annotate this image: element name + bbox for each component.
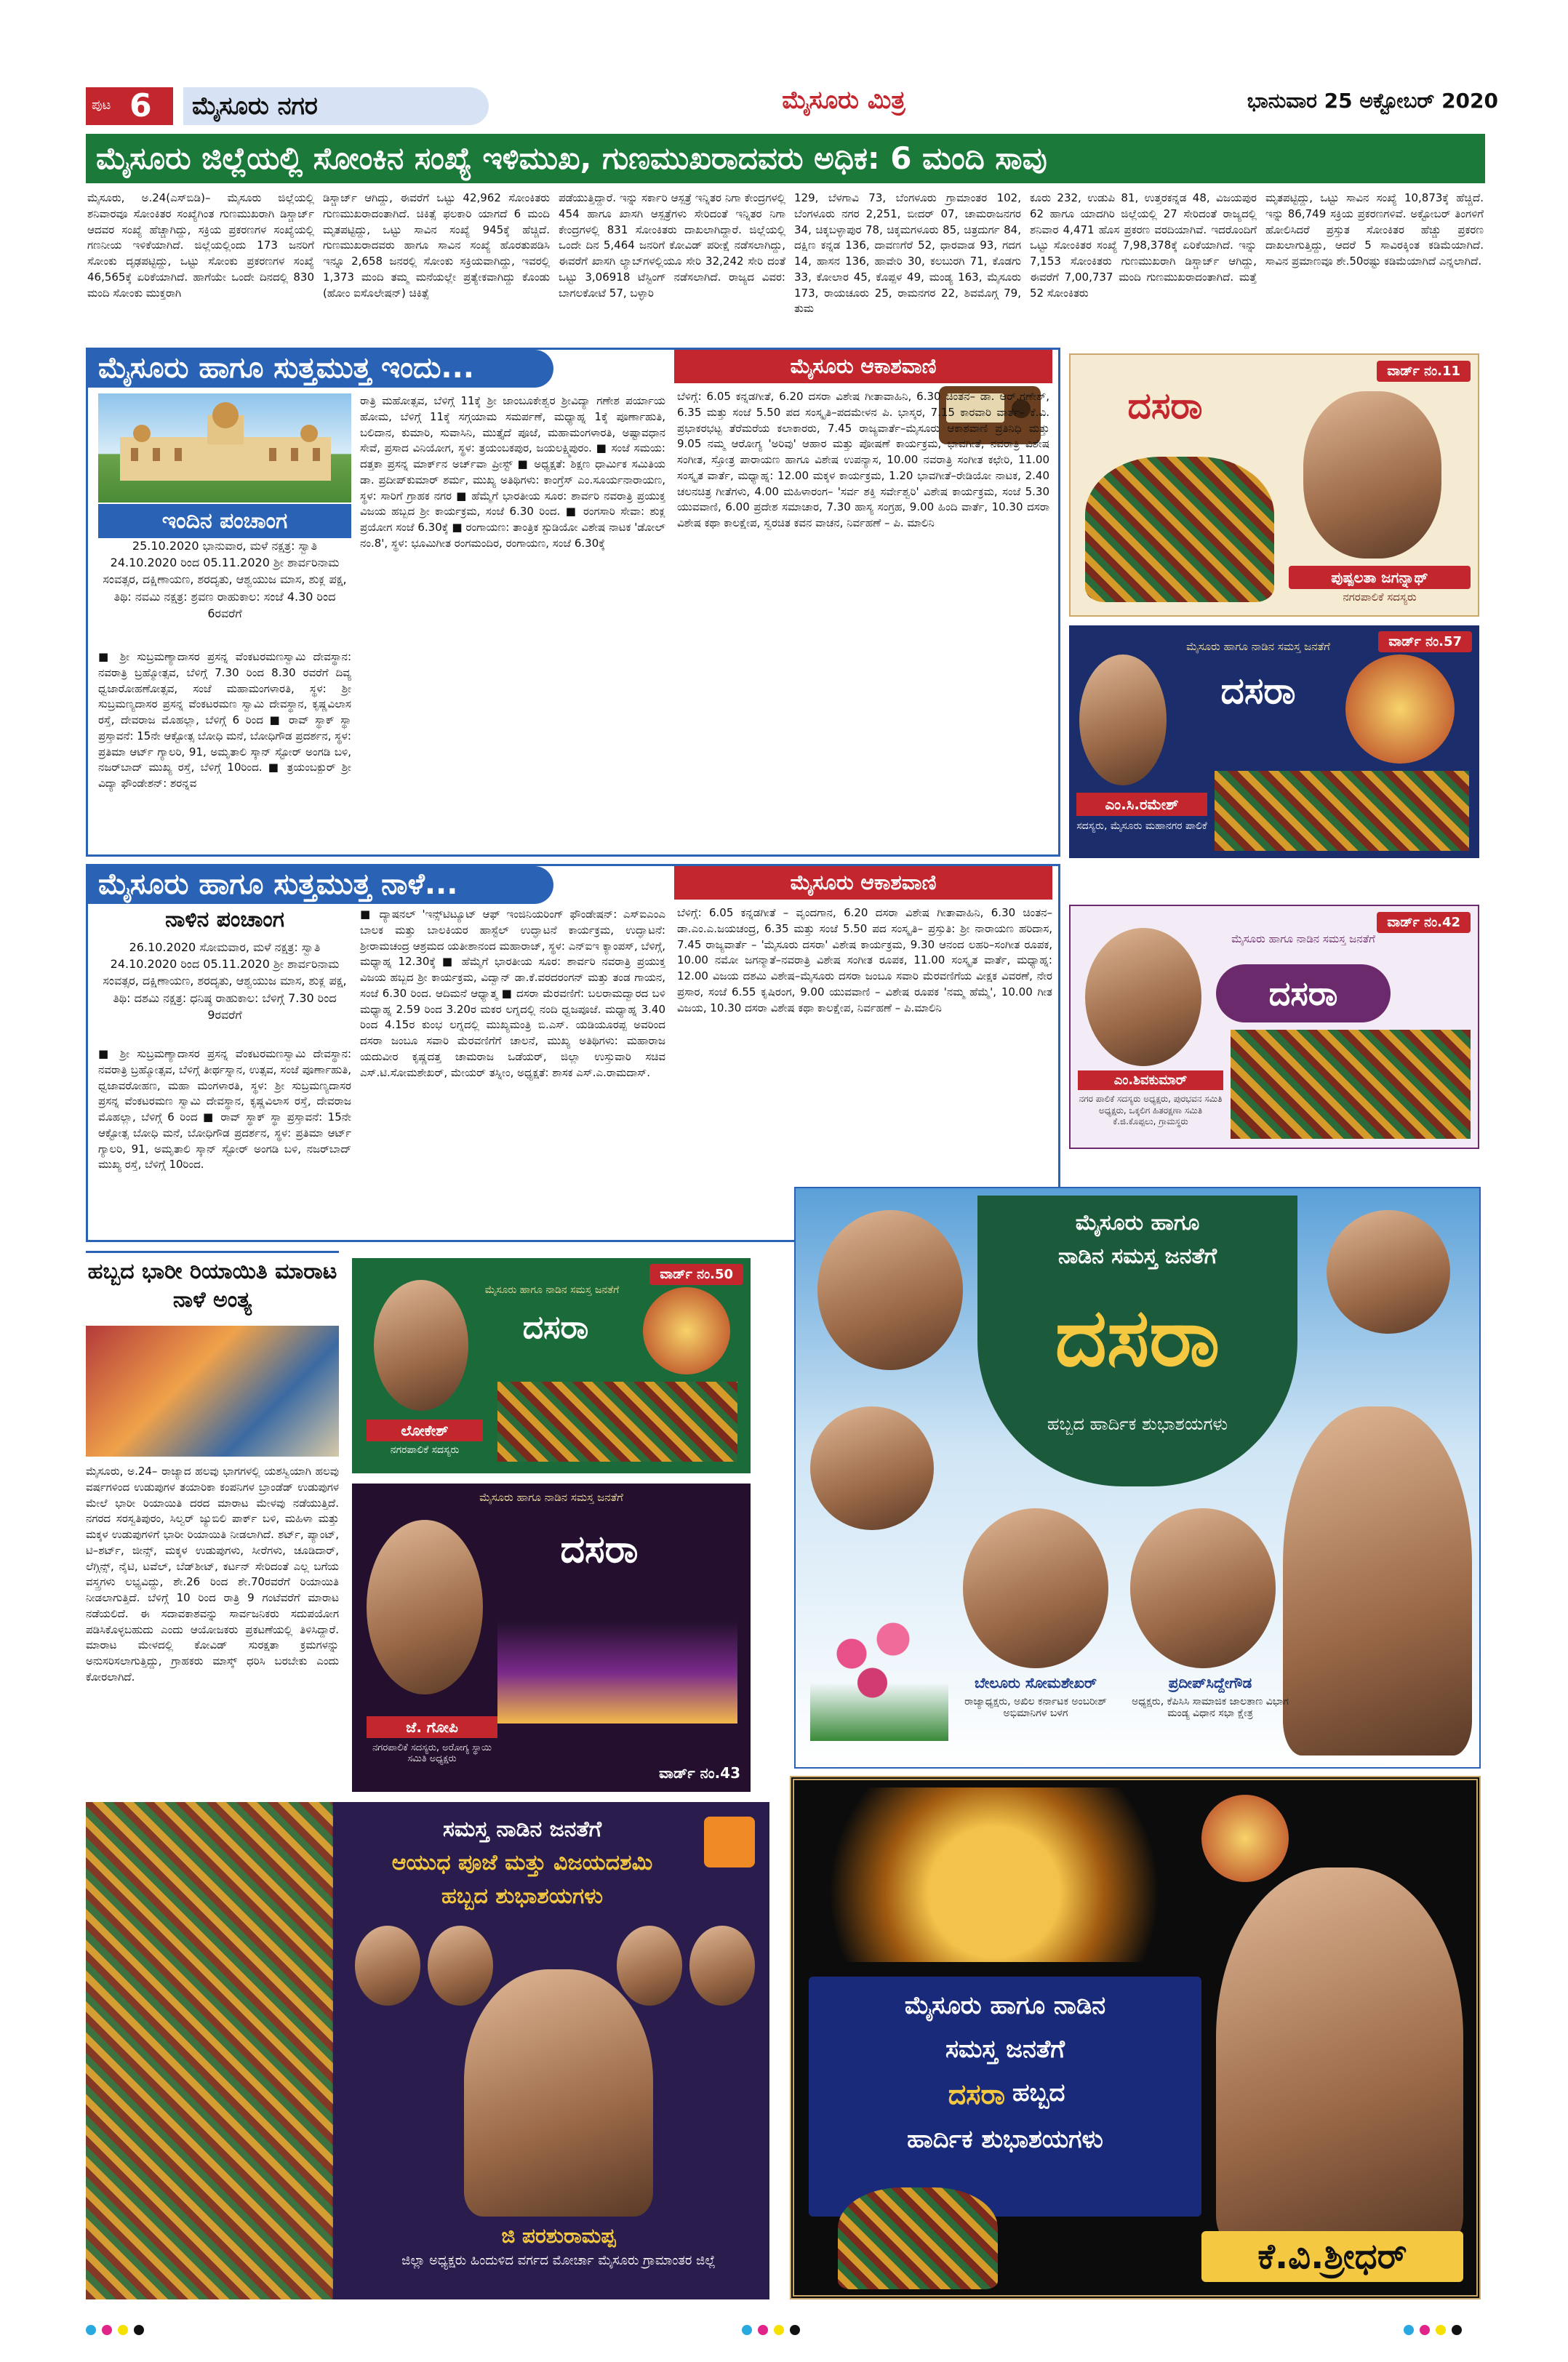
sale-story	[86, 1251, 339, 1803]
bjp-lotus-icon	[704, 1817, 755, 1867]
registration-dots-center	[742, 2324, 806, 2338]
ward-11-dasara-logo: ದಸರಾ	[1127, 384, 1203, 427]
big-ad-photo-2	[1130, 1508, 1276, 1668]
page-header	[80, 79, 1498, 131]
ward-43-label: ವಾರ್ಡ್ ನಂ.43	[659, 1764, 740, 1782]
big-ad-name-1: ಬೇಲೂರು ಸೋಮಶೇಖರ್	[975, 1674, 1097, 1692]
ward-50-label: ವಾರ್ಡ್ ನಂ.50	[649, 1264, 743, 1285]
ward-11-name: ಪುಷ್ಪಲತಾ ಜಗನ್ನಾಥ್	[1289, 566, 1471, 589]
ward-42-role: ನಗರ ಪಾಲಿಕೆ ಸದಸ್ಯರು ಅಧ್ಯಕ್ಷರು, ಪುರಭವನ ಸಮಿತಿ ಅಧ್ಯಕ್ಷರು, ಒಕ್ಕಲಿಗ ಹಿತರಕ್ಷಣಾ ಸಮಿತಿ ಕೆ.ಜಿ.ಕೊಪ್ಪಲು, ಗ್ರಾಮಸ್ಥರು	[1079, 1094, 1223, 1127]
page-number: 6	[129, 87, 152, 124]
today-radio-text: ಬೆಳಿಗ್ಗೆ: 6.05 ಕನ್ನಡಗೀತೆ, 6.20 ದಸರಾ ವಿಶೇಷ ಗೀತಾವಾಹಿನಿ, 6.30 ಚಿಂತನ– ಡಾ. ಆರ್.ಗಣೇಶ್, 6.35 ಮತ್ತು ಸಂಜೆ 5.50 ಪದ ಸಂಸ್ಕೃತಿ–ಪದಮೇಳನ ಪಿ. ಭಾಸ್ಕರ, 7.15 ಕಾರವಾರಿ ವಾರ್ತೆ– ಕೆ.ವಿ. ಪ್ರಭಾಕರಭಟ್ಟ ತೆರೆಮರೆಯ ಕಲಾಕಾರರು, 7.45 ರಾಜ್ಯವಾರ್ತೆ–ಮೈಸೂರು ಆಕಾಶವಾಣಿ ಪ್ರತಿನಿಧಿ ಮತ್ತು 9.05 ನಮ್ಮ ಆರೋಗ್ಯ 'ಅರಿವು' ಆಹಾರ ಮತ್ತು ಪೋಷಣೆ ಕಾರ್ಯಕ್ರಮ, ಭಾವಗೀತೆ, ನವರಾತ್ರಿ ವಿಶೇಷ ಸಂಗೀತ, ಸ್ತೋತ್ರ ಪಾರಾಯಣ ಹಾಗೂ ವಿಶೇಷ ಉಪನ್ಯಾಸ, 10.00 ನವರಾತ್ರಿ ಸಂಗೀತ ಕಛೇರಿ, 11.00 ಸಂಸ್ಕೃತ ವಾರ್ತೆ, ಮಧ್ಯಾಹ್ನ: 12.00 ಮಕ್ಕಳ ಕಾರ್ಯಕ್ರಮ, 1.20 ಭಾವಗೀತೆ–ರೇಡಿಯೋ ನಾಟಕ, 2.40 ಚಲನಚಿತ್ರ ಗೀತೆಗಳು, 4.00 ಮಹಿಳಾರಂಗ– 'ಸರ್ವ ಶಕ್ತಿ ಸರ್ವೇಶ್ವರಿ' ವಿಶೇಷ ಕಾರ್ಯಕ್ರಮ, ಸಂಜೆ 5.30 ಯುವವಾಣಿ, 6.00 ಪ್ರದೇಶ ಸಮಾಚಾರ, 7.30 ಹಾಸ್ಯ ಸಂಗ್ರಹ, 9.00 ಹಿಂದಿ ವಾರ್ತೆ, 10.30 ದಸರಾ ವಿಶೇಷ ಕಥಾ ಕಾಲಕ್ಷೇಪ, ಸ್ವರಚಿತ ಕವನ ವಾಚನ, ನಿರ್ವಹಣೆ – ಪಿ. ಮಾಲಿನಿ	[677, 390, 1049, 529]
big-ad-photo-singer	[1327, 1210, 1450, 1334]
today-events-left: ■ ಶ್ರೀ ಸುಬ್ರಮಣ್ಯಾದಾಸರ ಪ್ರಸನ್ನ ವೆಂಕಟರಮಣಸ್ವಾಮಿ ದೇವಸ್ಥಾನ: ನವರಾತ್ರಿ ಬ್ರಹ್ಮೋತ್ಸವ, ಬೆಳಿಗ್ಗೆ 7.30 ರಿಂದ 8.30 ರವರೆಗೆ ದಿವ್ಯ ಧ್ವಜಾರೋಹಣೋತ್ಸವ, ಸಂಜೆ ಮಹಾಮಂಗಳಾರತಿ, ಸ್ಥಳ: ಶ್ರೀ ಸುಬ್ರಮಣ್ಯದಾಸರ ಪ್ರಸನ್ನ ವೆಂಕಟರಮಣ ಸ್ವಾಮಿ ದೇವಸ್ಥಾನ, ಕೃಷ್ಣವಿಲಾಸ ರಸ್ತೆ, ದೇವರಾಜ ಮೊಹಲ್ಲಾ, ಬೆಳಿಗ್ಗೆ 6 ರಿಂದ ■ ರಾವ್ ಸ್ಥಾಕ್ ಸ್ಥಾ ಪ್ರಸ್ತಾವನೆ: 15ನೇ ಆಕ್ಟೋತ್ಸ ಬೋಧಿ ಮನೆ, ಬೋಧಿಗೌಡ ಪ್ರದರ್ಶನ, ಸ್ಥಳ: ಪ್ರತಿಮಾ ಆರ್ಟ್ ಗ್ಯಾಲರಿ, 91, ಅಮೃತಾಲಿ ಸ್ಕಾನ್ ಸ್ಟೋರ್ ಅಂಗಡಿ ಬಳಿ, ನಜರ್‌ಬಾದ್ ಮುಖ್ಯ ರಸ್ತೆ, ಬೆಳಿಗ್ಗೆ 10ರಿಂದ. ■ ತ್ರಯಂಬಕ್ಪುರ್ ಶ್ರೀ ವಿದ್ಯಾ ಫೌಂಡೇಶನ್: ಶರನ್ನವ	[98, 650, 351, 790]
ward-42-intro: ಮೈಸೂರು ಹಾಗೂ ನಾಡಿನ ಸಮಸ್ತ ಜನತೆಗೆ	[1231, 932, 1375, 945]
big-ad-intro-1: ಮೈಸೂರು ಹಾಗೂ	[1075, 1210, 1200, 1236]
page-label: ಪುಟ	[92, 97, 111, 113]
ward-43-role: ನಗರಪಾಲಿಕೆ ಸದಸ್ಯರು, ಅರೋಗ್ಯ ಸ್ಥಾಯಿ ಸಮಿತಿ ಅಧ್ಯಕ್ಷರು	[372, 1742, 492, 1764]
tomorrow-panchanga-text: 26.10.2020 ಸೋಮವಾರ, ಮಳೆ ನಕ್ಷತ್ರ: ಸ್ವಾತಿ 24.10.2020 ರಿಂದ 05.11.2020 ಶ್ರೀ ಶಾರ್ವರಿನಾಮ ಸಂವತ್ಸರ, ದಕ್ಷಿಣಾಯಣ, ಶರದೃತು, ಆಶ್ವಯುಜ ಮಾಸ, ಶುಕ್ಲ ಪಕ್ಷ, ತಿಥಿ: ದಶಮಿ ನಕ್ಷತ್ರ: ಧನಿಷ್ಠ ರಾಹುಕಾಲ: ಬೆಳಿಗ್ಗೆ 7.30 ರಿಂದ 9ರವರೆಗೆ	[103, 940, 347, 1022]
ward-50-procession-image	[497, 1382, 737, 1462]
big-ad-role-1: ರಾಜ್ಯಾಧ್ಯಕ್ಷರು, ಅಖಿಲ ಕರ್ನಾಟಕ ಅಂಬರೀಶ್ ಅಭಿಮಾನಿಗಳ ಬಳಗ	[964, 1696, 1107, 1719]
bjp-leader-photo-3	[617, 1926, 682, 2006]
lead-story-col-2: ಡಿಸ್ಚಾರ್ಜ್ ಆಗಿದ್ದು, ಈವರೆಗೆ ಒಟ್ಟು 42,962 ಸೋಂಕಿತರು ಗುಣಮುಖರಾದಂತಾಗಿದೆ. ಚಿಕಿತ್ಸೆ ಫಲಕಾರಿ ಯಾಗದೆ 6 ಮಂದಿ ಮೃತಪಟ್ಟಿದ್ದು, ಒಟ್ಟು ಸಾವಿನ ಸಂಖ್ಯೆ 945ಕ್ಕೆ ಹೆಚ್ಚಿದೆ. ಗುಣಮುಖರಾದವರು ಹಾಗೂ ಸಾವಿನ ಸಂಖ್ಯೆ ಹೊರತುಪಡಿಸಿ ಇನ್ನೂ 2,658 ಜನರಲ್ಲಿ ಸೋಂಕು ಸಕ್ರಿಯವಾಗಿದ್ದು, ಇವರಲ್ಲಿ 1,373 ಮಂದಿ ತಮ್ಮ ಮನೆಯಲ್ಲೇ ಪ್ರತ್ಯೇಕವಾಗಿದ್ದು ಕೊಂಡು (ಹೋಂ ಐಸೊಲೇಷನ್) ಚಿಕಿತ್ಸೆ	[323, 191, 550, 300]
bjp-ad-elephant-image	[86, 1802, 333, 2299]
sale-headline: ಹಬ್ಬದ ಭಾರೀ ರಿಯಾಯಿತಿ ಮಾರಾಟ ನಾಳೆ ಅಂತ್ಯ	[87, 1259, 337, 1313]
ward-57-intro: ಮೈಸೂರು ಹಾಗೂ ನಾಡಿನ ಸಮಸ್ತ ಜನತೆಗೆ	[1186, 640, 1330, 653]
ward-11-elephant-image	[1085, 457, 1274, 602]
big-ad-photo-left	[810, 1406, 934, 1530]
ward-43-intro: ಮೈಸೂರು ಹಾಗೂ ನಾಡಿನ ಸಮಸ್ತ ಜನತೆಗೆ	[479, 1491, 623, 1504]
bjp-ad-line-2: ಆಯುಧ ಪೂಜೆ ಮತ್ತು ವಿಜಯದಶಮಿ	[391, 1850, 653, 1875]
bjp-ad-line-3: ಹಬ್ಬದ ಶುಭಾಶಯಗಳು	[441, 1883, 604, 1909]
sridhar-elephant-image	[838, 2187, 998, 2289]
ward-43-photo	[367, 1520, 483, 1694]
big-ad-tulips	[810, 1596, 948, 1741]
tomorrow-panchanga-title: ನಾಳಿನ ಪಂಚಾಂಗ	[165, 907, 284, 932]
ad-ward-43	[352, 1484, 751, 1792]
lead-story-col-1: ಮೈಸೂರು, ಅ.24(ಎಸ್‌ಬಿಡಿ)– ಮೈಸೂರು ಜಿಲ್ಲೆಯಲ್ಲಿ ಶನಿವಾರವೂ ಸೋಂಕಿತರ ಸಂಖ್ಯೆಗಿಂತ ಗುಣಮುಖರಾಗಿ ಡಿಸ್ಚಾರ್ಜ್ ಆದವರ ಸಂಖ್ಯೆ ಹೆಚ್ಚಾಗಿದ್ದು, ಸಕ್ರಿಯ ಪ್ರಕರಣಗಳ ಸಂಖ್ಯೆಯಲ್ಲಿ ಗಣನೀಯ ಇಳಿಕೆಯಾಗಿದೆ. ಜಿಲ್ಲೆಯಲ್ಲಿಂದು 173 ಜನರಿಗೆ ಸೋಂಕು ದೃಢಪಟ್ಟಿದ್ದು, ಒಟ್ಟು ಸೋಂಕು ಪ್ರಕರಣಗಳ ಸಂಖ್ಯೆ 46,565ಕ್ಕೆ ಏರಿಕೆಯಾಗಿದೆ. ಹಾಗೆಯೇ ಒಂದೇ ದಿನದಲ್ಲಿ 830 ಮಂದಿ ಸೋಂಕು ಮುಕ್ತರಾಗಿ	[87, 191, 314, 300]
ad-ward-50	[352, 1258, 751, 1473]
tomorrow-events-left: ■ ಶ್ರೀ ಸುಬ್ರಮಣ್ಯಾದಾಸರ ಪ್ರಸನ್ನ ವೆಂಕಟರಮಣಸ್ವಾಮಿ ದೇವಸ್ಥಾನ: ನವರಾತ್ರಿ ಬ್ರಹ್ಮೋತ್ಸವ, ಬೆಳಿಗ್ಗೆ ತೀರ್ಥಸ್ನಾನ, ಉತ್ಸವ, ಸಂಜೆ ಪೂರ್ಣಾಹುತಿ, ಧ್ವಜಾವರೋಹಣ, ಮಹಾ ಮಂಗಳಾರತಿ, ಸ್ಥಳ: ಶ್ರೀ ಸುಬ್ರಮಣ್ಯದಾಸರ ಪ್ರಸನ್ನ ವೆಂಕಟರಮಣ ಸ್ವಾಮಿ ದೇವಸ್ಥಾನ, ಕೃಷ್ಣವಿಲಾಸ ರಸ್ತೆ, ದೇವರಾಜ ಮೊಹಲ್ಲಾ, ಬೆಳಿಗ್ಗೆ 6 ರಿಂದ ■ ರಾವ್ ಸ್ಥಾಕ್ ಸ್ಥಾ ಪ್ರಸ್ತಾವನೆ: 15ನೇ ಆಕ್ಟೋತ್ಸ ಬೋಧಿ ಮನೆ, ಬೋಧಿಗೌಡ ಪ್ರದರ್ಶನ, ಸ್ಥಳ: ಪ್ರತಿಮಾ ಆರ್ಟ್ ಗ್ಯಾಲರಿ, 91, ಅಮೃತಾಲಿ ಸ್ಕಾನ್ ಸ್ಟೋರ್ ಅಂಗಡಿ ಬಳಿ, ನಜರ್‌ಬಾದ್ ಮುಖ್ಯ ರಸ್ತೆ, ಬೆಳಿಗ್ಗೆ 10ರಿಂದ.	[98, 1047, 351, 1172]
ward-50-dasara-logo: ದಸರಾ	[522, 1309, 589, 1346]
big-ad-name-2: ಪ್ರದೀಪ್‌ಸಿದ್ದೇಗೌಡ	[1168, 1674, 1252, 1692]
big-ad-dasara-logo: ದಸರಾ	[1055, 1290, 1220, 1384]
today-panchanga-text: 25.10.2020 ಭಾನುವಾರ, ಮಳೆ ನಕ್ಷತ್ರ: ಸ್ವಾತಿ 24.10.2020 ರಿಂದ 05.11.2020 ಶ್ರೀ ಶಾರ್ವರಿನಾಮ ಸಂವತ್ಸರ, ದಕ್ಷಿಣಾಯಣ, ಶರದೃತು, ಆಶ್ವಯುಜ ಮಾಸ, ಶುಕ್ಲ ಪಕ್ಷ, ತಿಥಿ: ನವಮಿ ನಕ್ಷತ್ರ: ಶ್ರವಣ ರಾಹುಕಾಲ: ಸಂಜೆ 4.30 ರಿಂದ 6ರವರೆಗೆ	[103, 539, 347, 620]
bjp-main-photo	[464, 1969, 653, 2217]
bjp-ad-name: ಜಿ ಪರಶುರಾಮಪ್ಪ	[501, 2224, 616, 2248]
ward-11-label: ವಾರ್ಡ್ ನಂ.11	[1377, 361, 1471, 382]
ward-57-name: ಎಂ.ಸಿ.ರಮೇಶ್	[1076, 793, 1207, 816]
bjp-leader-photo-2	[428, 1926, 493, 2006]
ward-50-role: ನಗರಪಾಲಿಕೆ ಸದಸ್ಯರು	[390, 1444, 460, 1456]
ad-dasara-big	[794, 1187, 1481, 1769]
ward-50-goddess-image	[643, 1287, 730, 1374]
sale-photo	[86, 1326, 339, 1457]
masthead: ಮೈಸೂರು ಮಿತ್ರ	[782, 86, 905, 115]
big-ad-photo-actor	[817, 1210, 963, 1370]
ward-50-intro: ಮೈಸೂರು ಹಾಗೂ ನಾಡಿನ ಸಮಸ್ತ ಜನತೆಗೆ	[484, 1284, 620, 1296]
lead-story-col-4: 129, ಬೆಳಗಾವಿ 73, ಬೆಂಗಳೂರು ಗ್ರಾಮಾಂತರ 102, ಬೆಂಗಳೂರು ನಗರ 2,251, ಬೀದರ್ 07, ಚಾಮರಾಜನಗರ 34, ಚಿಕ್ಕಬಳ್ಳಾಪುರ 78, ಚಿಕ್ಕಮಗಳೂರು 85, ಚಿತ್ರದುರ್ಗ 84, ದಕ್ಷಿಣ ಕನ್ನಡ 136, ದಾವಣಗೆರೆ 52, ಧಾರವಾಡ 93, ಗದಗ 14, ಹಾಸನ 136, ಹಾವೇರಿ 30, ಕಲಬುರಗಿ 71, ಕೊಡಗು 33, ಕೋಲಾರ 45, ಕೊಪ್ಪಳ 49, ಮಂಡ್ಯ 163, ಮೈಸೂರು 173, ರಾಯಚೂರು 25, ರಾಮನಗರ 22, ಶಿವಮೊಗ್ಗ 79, ತುಮ	[794, 191, 1021, 316]
ward-57-procession-image	[1215, 771, 1469, 851]
palace-icon	[98, 393, 351, 503]
ward-57-label: ವಾರ್ಡ್ ನಂ.57	[1378, 631, 1472, 652]
today-events-right: ರಾತ್ರಿ ಮಹೋತ್ಸವ, ಬೆಳಿಗ್ಗೆ 11ಕ್ಕೆ ಶ್ರೀ ಜಾಂಬೂಕೇಶ್ವರ ಶ್ರೀವಿದ್ಯಾ ಗಣೇಶ ಪರ್ಯಾಯ ಹೋಮ, ಬೆಳಿಗ್ಗೆ 11ಕ್ಕೆ ಸಗ್ಗಯಾಮ ಸಮರ್ಪಣೆ, ಮಧ್ಯಾಹ್ನ 1ಕ್ಕೆ ಪೂರ್ಣಾಹುತಿ, ಬಲಿದಾನ, ಕುಮಾರಿ, ಸುವಾಸಿನಿ, ಮುತ್ತೈದೆ ಪೂಜೆ, ಮಹಾಮಂಗಳಾರತಿ, ಅಷ್ಟಾವಧಾನ ಸೇವೆ, ಪ್ರಸಾದ ವಿನಿಯೋಗ, ಸ್ಥಳ: ತ್ರಯಂಬಕಪುರ, ಜಯಲಕ್ಷ್ಮಿಪುರಂ. ■ ಸಂಜೆ ಸಮಯ: ದತ್ತಕಾ ಪ್ರಸನ್ನ ಮಾರ್ಕ್‌ನ ಅರ್ಚ್‌ವಾ ಪ್ರೀಸ್ಟ್ ■ ಅಧ್ಯಕ್ಷತೆ: ಶಿಕ್ಷಣ ಧಾರ್ಮಿಕ ಸಮಿತಿಯ ಡಾ. ಪ್ರದೀಪ್‌ಕುಮಾರ್ ಶರ್ಮ, ಮುಖ್ಯ ಅತಿಥಿಗಳು: ಕಾಂಗ್ರೆಸ್ ಎಂ.ಸೂರ್ಯನಾರಾಯಣ, ಸ್ಥಳ: ಸಾರಿಗೆ ಗ್ರಾಹಕ ನಗರ ■ ಹೆಮ್ಮೆಗೆ ಭಾರತೀಯ ಸೂರ: ಶಾರ್ವರಿ ನವರಾತ್ರಿ ಪ್ರಯುಕ್ತ ವಿಜಯ ಹಬ್ಬದ ಶ್ರೀ ಕಾರ್ಯಕ್ರಮ, ಸಂಜೆ 6.30 ರಿಂದ. ■ ರಂಗಸಾರಿ ಸೇವಾ: ಶುಕ್ಲ ಪ್ರಯೋಗ ಸಂಜೆ 6.30ಕ್ಕೆ ■ ರಂಗಾಯಣ: ತಾಂತ್ರಿಕ ಸ್ಟುಡಿಯೋ ವಿಶೇಷ ನಾಟಕ 'ಡೋಲ್ ನಂ.8', ಸ್ಥಳ: ಭೂಮಿಗೀತ ರಂಗಮಂದಿರ, ರಂಗಾಯಣ, ಸಂಜೆ 6.30ಕ್ಕೆ	[360, 394, 665, 550]
ad-bjp-parashuramappa	[86, 1802, 769, 2299]
page-number-box	[86, 87, 173, 125]
lead-story-col-3: ಪಡೆಯುತ್ತಿದ್ದಾರೆ. ಇನ್ನು ಸರ್ಕಾರಿ ಆಸ್ಪತ್ರೆ ಇನ್ನಿತರ ನಿಗಾ ಕೇಂದ್ರಗಳಲ್ಲಿ 454 ಹಾಗೂ ಖಾಸಗಿ ಆಸ್ಪತ್ರೆಗಳು ಸೇರಿದಂತೆ ಇನ್ನಿತರ ನಿಗಾ ಕೇಂದ್ರಗಳಲ್ಲಿ 831 ಸೋಂಕಿತರು ದಾಖಲಾಗಿದ್ದಾರೆ. ಜಿಲ್ಲೆಯಲ್ಲಿ ಒಂದೇ ದಿನ 5,464 ಜನರಿಗೆ ಕೋವಿಡ್ ಪರೀಕ್ಷೆ ನಡೆಸಲಾಗಿದ್ದು, ಈವರೆಗೆ ಖಾಸಗಿ ಲ್ಯಾಬ್‌ಗಳಲ್ಲಿಯೂ ಸೇರಿ 32,242 ಸೇರಿ ದಂತೆ ಒಟ್ಟು 3,06918 ಟೆಸ್ಟಿಂಗ್ ನಡೆಸಲಾಗಿದೆ. ರಾಜ್ಯದ ವಿವರ: ಬಾಗಲಕೋಟೆ 57, ಬಳ್ಳಾರಿ	[559, 191, 785, 300]
tomorrow-block	[86, 864, 1060, 1242]
registration-dots-left	[86, 2324, 150, 2338]
issue-date: ಭಾನುವಾರ 25 ಅಕ್ಟೋಬರ್ 2020	[1247, 89, 1498, 113]
ward-11-role: ನಗರಪಾಲಿಕೆ ಸದಸ್ಯರು	[1343, 590, 1417, 604]
today-panchanga-title: ಇಂದಿನ ಪಂಚಾಂಗ	[98, 504, 351, 538]
tomorrow-section-title: ಮೈಸೂರು ಹಾಗೂ ಸುತ್ತಮುತ್ತ ನಾಳೆ...	[88, 866, 553, 904]
mysore-palace-image	[98, 393, 351, 503]
bjp-ad-role: ಜಿಲ್ಲಾ ಅಧ್ಯಕ್ಷರು ಹಿಂದುಳಿದ ವರ್ಗದ ಮೋರ್ಚಾ ಮೈಸೂರು ಗ್ರಾಮಾಂತರ ಜಿಲ್ಲೆ	[401, 2253, 716, 2268]
ward-57-goddess-image	[1345, 654, 1455, 764]
ward-42-procession-image	[1231, 1030, 1471, 1139]
tomorrow-radio-text: ಬೆಳಿಗ್ಗೆ: 6.05 ಕನ್ನಡಗೀತೆ – ವೃಂದಗಾನ, 6.20 ದಸರಾ ವಿಶೇಷ ಗೀತಾವಾಹಿನಿ, 6.30 ಚಿಂತನ– ಡಾ.ಎಂ.ಎ.ಜಯಚಂದ್ರ, 6.35 ಮತ್ತು ಸಂಜೆ 5.50 ಪದ ಸಂಸ್ಕೃತಿ– ಪ್ರಸ್ತುತಿ: ಶ್ರೀ ನಾರಾಯಣ ಹರಿದಾಸ, 7.45 ರಾಜ್ಯವಾರ್ತೆ – 'ಮೈಸೂರು ದಸರಾ' ವಿಶೇಷ ಕಾರ್ಯಕ್ರಮ, 9.30 ಆನಂದ ಲಹರಿ–ಸಂಗೀತ ರೂಪಕ, 10.00 ನಮೋ ಜಗನ್ಮಾತೆ–ನವರಾತ್ರಿ ವಿಶೇಷ ಸಂಗೀತ ರೂಪಕ, 11.00 ಸಂಸ್ಕೃತ ವಾರ್ತೆ, ಮಧ್ಯಾಹ್ನ: 12.00 ವಿಜಯ ದಶಮಿ ವಿಶೇಷ–ಮೈಸೂರು ದಸರಾ ಜಂಬೂ ಸವಾರಿ ಮೆರವಣಿಗೆಯ ವೀಕ್ಷಕ ವಿವರಣೆ, ನೇರ ಪ್ರಸಾರ, ಸಂಜೆ 6.55 ಕೃಷಿರಂಗ, 9.00 ಯುವವಾಣಿ – ವಿಶೇಷ ರೂಪಕ 'ನಮ್ಮ ಹೆಮ್ಮೆ', 10.00 ಗೀತ ವಿಜಯ, 10.30 ದಸರಾ ವಿಶೇಷ ಕಥಾ ಕಾಲಕ್ಷೇಪ, ನಿರ್ವಹಣೆ – ಪಿ.ಮಾಲಿನಿ	[677, 906, 1052, 1014]
ward-42-photo	[1085, 928, 1201, 1066]
ad-ward-57	[1069, 625, 1479, 858]
lead-story-col-6: ಮೃತಪಟ್ಟಿದ್ದು, ಒಟ್ಟು ಸಾವಿನ ಸಂಖ್ಯೆ 10,873ಕ್ಕೆ ಹೆಚ್ಚಿದೆ. ಇನ್ನು 86,749 ಸಕ್ರಿಯ ಪ್ರಕರಣಗಳಿವೆ. ಅಕ್ಟೋಬರ್ ತಿಂಗಳಿಗೆ ಹೋಲಿಸಿದರೆ ಪ್ರಸ್ತುತ ಸೋಂಕಿತರ ಹೆಚ್ಚು ಪ್ರಕರಣ ದಾಖಲಾಗುತ್ತಿದ್ದು, ಆದರೆ 5 ಸಾವಿರಕ್ಕಿಂತ ಕಡಿಮೆಯಾಗಿದೆ. ಸಾವಿನ ಪ್ರಮಾಣವೂ ಶೇ.50ರಷ್ಟು ಕಡಿಮೆಯಾಗಿದೆ ಎನ್ನಲಾಗಿದೆ.	[1265, 191, 1484, 268]
big-ad-intro-2: ನಾಡಿನ ಸಮಸ್ತ ಜನತೆಗೆ	[1057, 1244, 1217, 1269]
sridhar-line-4: ಹಾರ್ದಿಕ ಶುಭಾಶಯಗಳು	[907, 2125, 1103, 2154]
sridhar-goddess-image	[1201, 1795, 1289, 1882]
sridhar-name: ಕೆ.ವಿ.ಶ್ರೀಧರ್	[1201, 2231, 1463, 2282]
ward-42-name: ಎಂ.ಶಿವಕುಮಾರ್	[1078, 1070, 1223, 1090]
bjp-ad-line-1: ಸಮಸ್ತ ನಾಡಿನ ಜನತೆಗೆ	[442, 1817, 602, 1842]
sridhar-palace-image	[801, 1787, 1187, 1962]
tomorrow-radio-title: ಮೈಸೂರು ಆಕಾಶವಾಣಿ	[674, 866, 1052, 900]
bjp-leader-photo-1	[355, 1926, 420, 2006]
sridhar-photo	[1216, 1867, 1463, 2246]
ward-42-label: ವಾರ್ಡ್ ನಂ.42	[1377, 912, 1471, 933]
registration-dots-right	[1404, 2324, 1468, 2338]
ward-43-palace-image	[497, 1622, 737, 1724]
big-ad-photo-actress	[1283, 1406, 1472, 1756]
today-radio-title: ಮೈಸೂರು ಆಕಾಶವಾಣಿ	[674, 350, 1052, 383]
today-section-title: ಮೈಸೂರು ಹಾಗೂ ಸುತ್ತಮುತ್ತ ಇಂದು...	[88, 350, 553, 388]
main-headline: ಮೈಸೂರು ಜಿಲ್ಲೆಯಲ್ಲಿ ಸೋಂಕಿನ ಸಂಖ್ಯೆ ಇಳಿಮುಖ, ಗುಣಮುಖರಾದವರು ಅಧಿಕ: 6 ಮಂದಿ ಸಾವು	[86, 134, 1485, 183]
ward-43-dasara-logo: ದಸರಾ	[560, 1527, 639, 1572]
big-ad-photo-1	[963, 1508, 1108, 1668]
sridhar-line-3b: ಹಬ್ಬದ	[1012, 2078, 1065, 2107]
sridhar-line-2: ಸಮಸ್ತ ಜನತೆಗೆ	[945, 2035, 1065, 2064]
big-ad-role-2: ಅಧ್ಯಕ್ಷರು, ಕೆಪಿಸಿಸಿ ಸಾಮಾಜಿಕ ಜಾಲತಾಣ ವಿಭಾಗ ಮಂಡ್ಯ ವಿಧಾನ ಸಭಾ ಕ್ಷೇತ್ರ	[1132, 1696, 1289, 1719]
sale-body: ಮೈಸೂರು, ಅ.24– ರಾಜ್ಯಾದ ಹಲವು ಭಾಗಗಳಲ್ಲಿ ಯಶಸ್ವಿಯಾಗಿ ಹಲವು ವರ್ಷಗಳಿಂದ ಉಡುಪುಗಳ ತಯಾರಿಕಾ ಕಂಪನಿಗಳ ಬ್ರಾಂಡೆಡ್ ಉಡುಪುಗಳ ಮೇಲೆ ಭಾರೀ ರಿಯಾಯಿತಿ ದರದ ಮಾರಾಟ ಮೇಳವು ನಡೆಯುತ್ತಿದೆ. ನಗರದ ಸರಸ್ವತಿಪುರಂ, ಸಿಲ್ವರ್ ಜ್ಯುಬಿಲಿ ಪಾರ್ಕ್ ಬಳಿ, ಮಹಿಳಾ ಮತ್ತು ಮಕ್ಕಳ ಉಡುಪುಗಳಿಗೆ ಭಾರೀ ರಿಯಾಯಿತಿ ನೀಡಲಾಗಿದೆ. ಶರ್ಟ್, ಪ್ಯಾಂಟ್, ಟಿ–ಶರ್ಟ್, ಜೀನ್ಸ್, ಮಕ್ಕಳ ಉಡುಪುಗಳು, ಸೀರೆಗಳು, ಚೂಡಿದಾರ್, ಲೆಗ್ಗಿನ್ಸ್, ನೈಟಿ, ಟವೆಲ್, ಬೆಡ್‌ಶೀಟ್, ಕರ್ಟನ್ ಸೇರಿದಂತೆ ಎಲ್ಲ ಬಗೆಯ ವಸ್ತ್ರಗಳು ಲಭ್ಯವಿದ್ದು, ಶೇ.26 ರಿಂದ ಶೇ.70ರವರೆಗೆ ರಿಯಾಯಿತಿ ನೀಡಲಾಗುತ್ತಿದೆ. ಬೆಳಿಗ್ಗೆ 10 ರಿಂದ ರಾತ್ರಿ 9 ಗಂಟೆವರೆಗೆ ಮಾರಾಟ ನಡೆಯಲಿದೆ. ಈ ಸದಾವಕಾಶವನ್ನು ಸಾರ್ವಜನಿಕರು ಸದುಪಯೋಗ ಪಡಿಸಿಕೊಳ್ಳಬಹುದು ಎಂದು ಆಯೋಜಕರು ಪ್ರಕಟಣೆಯಲ್ಲಿ ತಿಳಿಸಿದ್ದಾರೆ. ಮಾರಾಟ ಮೇಳದಲ್ಲಿ ಕೋವಿಡ್ ಸುರಕ್ಷತಾ ಕ್ರಮಗಳನ್ನು ಅನುಸರಿಸಲಾಗುತ್ತಿದ್ದು, ಗ್ರಾಹಕರು ಮಾಸ್ಕ್ ಧರಿಸಿ ಬರಬೇಕು ಎಂದು ಕೋರಲಾಗಿದೆ.	[86, 1465, 339, 1684]
bjp-leader-photo-4	[689, 1926, 755, 2006]
ward-50-name: ಲೋಕೇಶ್	[367, 1420, 483, 1441]
sridhar-line-3a: ದಸರಾ	[948, 2078, 1005, 2110]
big-ad-wish: ಹಬ್ಬದ ಹಾರ್ದಿಕ ಶುಭಾಶಯಗಳು	[1047, 1414, 1228, 1434]
ward-43-name: ಜೆ. ಗೋಪಿ	[367, 1716, 497, 1738]
tomorrow-events-right: ■ ದ್ಯಾಷನಲ್ 'ಇನ್ಸ್‌ಟಿಟ್ಯೂಟ್ ಆಫ್ ಇಂಜಿನಿಯರಿಂಗ್ ಫೌಂಡೇಷನ್: ಎಸ್‌ಐಎಂಎ ಬಾಲಕ ಮತ್ತು ಬಾಲಕಿಯರ ಹಾಸ್ಟೆಲ್ ಉದ್ಘಾಟನೆ ಕಾರ್ಯಕ್ರಮ, ಉದ್ಘಾಟನೆ: ಶ್ರೀರಾಮಚಂದ್ರ ಆಶ್ರಮದ ಯತೀಶಾನಂದ ಮಹಾರಾಜ್, ಸ್ಥಳ: ಎನ್‌ಐಇ ಕ್ಯಾಂಪಸ್, ಬೆಳಿಗ್ಗೆ, ಮಧ್ಯಾಹ್ನ 12.30ಕ್ಕೆ ■ ಹೆಮ್ಮೆಗೆ ಭಾರತೀಯ ಸೂರ: ಶಾರ್ವರಿ ನವರಾತ್ರಿ ಪ್ರಯುಕ್ತ ವಿಜಯ ಹಬ್ಬದ ಶ್ರೀ ಕಾರ್ಯಕ್ರಮ, ವಿದ್ವಾನ್ ಡಾ.ಕೆ.ವರದರಂಗನ್ ಮತ್ತು ತಂಡ ಗಾಯನ, ಸಂಜೆ 6.30 ರಿಂದ. ಆದಿಮನೆ ಆಧ್ಯಾತ್ಮ ■ ದಸರಾ ಮೆರವಣಿಗೆ: ಬಲರಾಮದ್ವಾರದ ಬಳಿ ಮಧ್ಯಾಹ್ನ 2.59 ರಿಂದ 3.20ರ ಮಕರ ಲಗ್ನದಲ್ಲಿ ನಂದಿ ಧ್ವಜಪೂಜೆ. ಮಧ್ಯಾಹ್ನ 3.40 ರಿಂದ 4.15ರ ಕುಂಭ ಲಗ್ನದಲ್ಲಿ ಮುಖ್ಯಮಂತ್ರಿ ಬಿ.ಎಸ್. ಯಡಿಯೂರಪ್ಪ ಅವರಿಂದ ದಸರಾ ಜಂಬೂ ಸವಾರಿ ಮೆರವಣಿಗೆಗೆ ಚಾಲನೆ, ಮುಖ್ಯ ಅತಿಥಿಗಳು: ಮಹಾರಾಜ ಯದುವೀರ ಕೃಷ್ಣದತ್ತ ಚಾಮರಾಜ ಒಡೆಯರ್, ಜಿಲ್ಲಾ ಉಸ್ತುವಾರಿ ಸಚಿವ ಎಸ್.ಟಿ.ಸೋಮಶೇಖರ್, ಮೇಯರ್ ತಸ್ನೀಂ, ಅಧ್ಯಕ್ಷತೆ: ಶಾಸಕ ಎಸ್.ಎ.ರಾಮದಾಸ್.	[360, 908, 665, 1079]
ward-57-dasara-logo: ದಸರಾ	[1220, 669, 1296, 712]
ad-ward-11	[1069, 353, 1479, 617]
ward-57-role: ಸದಸ್ಯರು, ಮೈಸೂರು ಮಹಾನಗರ ಪಾಲಿಕೆ	[1076, 820, 1207, 832]
lead-story-col-5: ಕೂರು 232, ಉಡುಪಿ 81, ಉತ್ತರಕನ್ನಡ 48, ವಿಜಯಪುರ 62 ಹಾಗೂ ಯಾದಗಿರಿ ಜಿಲ್ಲೆಯಲ್ಲಿ 27 ಸೇರಿದಂತೆ ರಾಜ್ಯದಲ್ಲಿ ಶನಿವಾರ 4,471 ಹೊಸ ಪ್ರಕರಣ ವರದಿಯಾಗಿವೆ. ಇದರೊಂದಿಗೆ ಒಟ್ಟು ಸೋಂಕಿತರ ಸಂಖ್ಯೆ 7,98,378ಕ್ಕೆ ಏರಿಕೆಯಾಗಿದೆ. ಇನ್ನು 7,153 ಸೋಂಕಿತರು ಗುಣಮುಖರಾಗಿ ಡಿಸ್ಚಾರ್ಜ್ ಆಗಿದ್ದು, ಈವರೆಗೆ 7,00,737 ಮಂದಿ ಗುಣಮುಖರಾದಂತಾಗಿದೆ. ಮತ್ತೆ 52 ಸೋಂಕಿತರು	[1030, 191, 1257, 300]
ad-sridhar	[790, 1776, 1481, 2299]
ward-50-photo	[374, 1280, 468, 1411]
today-block	[86, 348, 1060, 857]
section-name: ಮೈಸೂರು ನಗರ	[183, 87, 489, 125]
ward-11-photo	[1303, 391, 1441, 559]
ward-57-photo	[1079, 654, 1167, 785]
sridhar-line-1: ಮೈಸೂರು ಹಾಗೂ ನಾಡಿನ	[904, 1991, 1106, 2020]
ad-ward-42	[1069, 905, 1479, 1149]
ward-42-dasara-logo: ದಸರಾ	[1216, 964, 1391, 1022]
